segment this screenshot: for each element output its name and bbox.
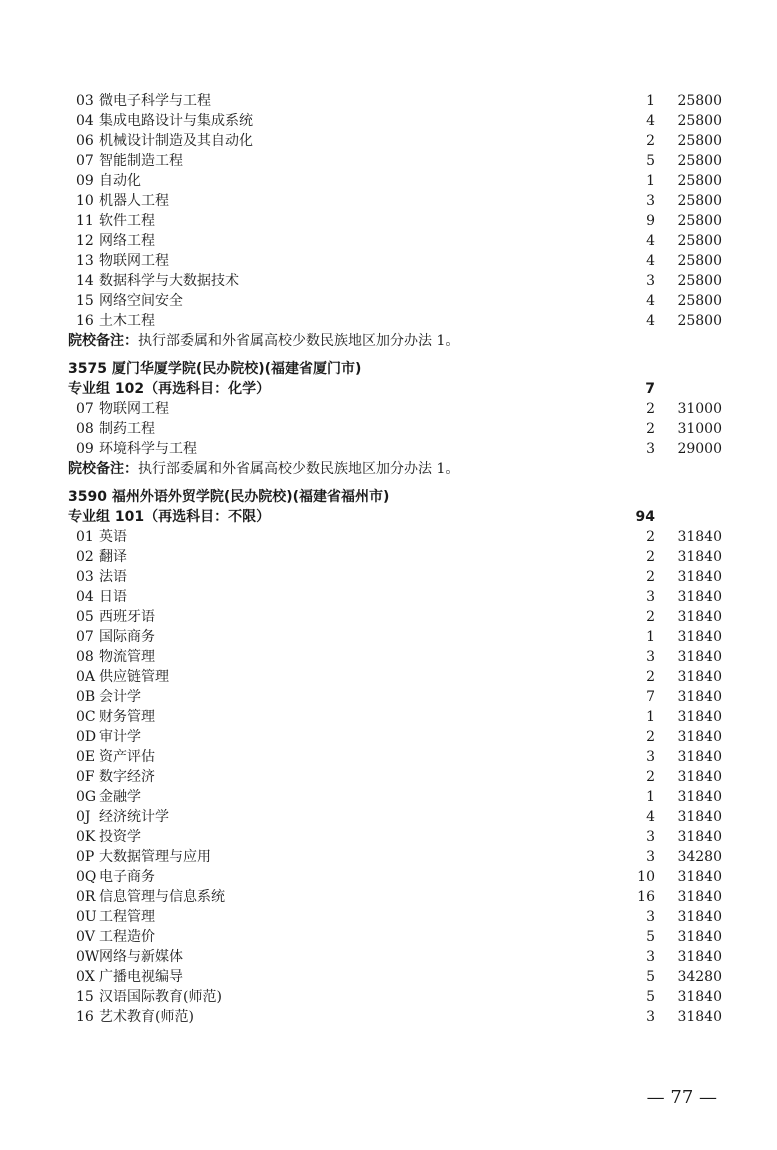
major-row — [0, 647, 777, 667]
plan-count: 4 — [646, 253, 655, 269]
note-text: 执行部委属和外省属高校少数民族地区加分办法 1。 — [138, 461, 460, 477]
tuition-fee: 34280 — [677, 849, 722, 865]
major-name: 网络空间安全 — [99, 293, 183, 309]
plan-count: 10 — [637, 869, 655, 885]
tuition-fee: 31840 — [677, 789, 722, 805]
tuition-fee: 31000 — [677, 401, 722, 417]
major-row — [0, 231, 777, 251]
major-row — [0, 91, 777, 111]
major-row — [0, 947, 777, 967]
major-code: 16 — [76, 313, 94, 329]
group-count: 7 — [645, 381, 655, 397]
school-note — [0, 331, 777, 351]
plan-count: 2 — [646, 669, 655, 685]
plan-count: 3 — [646, 949, 655, 965]
major-row — [0, 291, 777, 311]
major-row — [0, 311, 777, 331]
tuition-fee: 25800 — [677, 93, 722, 109]
major-code: 03 — [76, 93, 94, 109]
note-label: 院校备注： — [68, 461, 138, 477]
plan-count: 2 — [646, 549, 655, 565]
tuition-fee: 31840 — [677, 1009, 722, 1025]
major-row — [0, 151, 777, 171]
tuition-fee: 31840 — [677, 589, 722, 605]
major-code: 07 — [76, 153, 94, 169]
plan-count: 3 — [646, 193, 655, 209]
note-text: 执行部委属和外省属高校少数民族地区加分办法 1。 — [138, 333, 460, 349]
plan-count: 2 — [646, 133, 655, 149]
plan-count: 4 — [646, 233, 655, 249]
major-code: 03 — [76, 569, 94, 585]
major-row — [0, 987, 777, 1007]
major-row — [0, 191, 777, 211]
major-code: 04 — [76, 113, 94, 129]
major-code: 0J — [76, 809, 91, 825]
major-row — [0, 687, 777, 707]
tuition-fee: 31840 — [677, 949, 722, 965]
major-code: 0E — [76, 749, 96, 765]
major-code: 12 — [76, 233, 94, 249]
major-row — [0, 767, 777, 787]
major-code: 11 — [76, 213, 94, 229]
major-row — [0, 847, 777, 867]
major-row — [0, 887, 777, 907]
plan-count: 2 — [646, 569, 655, 585]
major-name: 供应链管理 — [99, 669, 169, 685]
plan-count: 9 — [646, 213, 655, 229]
tuition-fee: 31840 — [677, 609, 722, 625]
major-row — [0, 547, 777, 567]
major-code: 07 — [76, 629, 94, 645]
major-code: 0C — [76, 709, 96, 725]
tuition-fee: 31840 — [677, 829, 722, 845]
plan-count: 1 — [646, 173, 655, 189]
major-row — [0, 527, 777, 547]
major-row — [0, 667, 777, 687]
major-code: 09 — [76, 173, 94, 189]
plan-count: 2 — [646, 769, 655, 785]
tuition-fee: 25800 — [677, 273, 722, 289]
tuition-fee: 31840 — [677, 909, 722, 925]
major-code: 0D — [76, 729, 97, 745]
major-name: 翻译 — [99, 549, 127, 565]
major-row — [0, 807, 777, 827]
tuition-fee: 31840 — [677, 989, 722, 1005]
major-code: 13 — [76, 253, 94, 269]
plan-count: 5 — [646, 929, 655, 945]
major-row — [0, 747, 777, 767]
major-code: 07 — [76, 401, 94, 417]
major-code: 14 — [76, 273, 94, 289]
major-row — [0, 419, 777, 439]
tuition-fee: 31840 — [677, 529, 722, 545]
major-code: 0Q — [76, 869, 97, 885]
plan-count: 2 — [646, 421, 655, 437]
tuition-fee: 25800 — [677, 133, 722, 149]
plan-count: 5 — [646, 989, 655, 1005]
plan-count: 4 — [646, 293, 655, 309]
major-group-header — [0, 507, 777, 527]
major-row — [0, 251, 777, 271]
major-name: 审计学 — [99, 729, 141, 745]
tuition-fee: 31840 — [677, 549, 722, 565]
major-name: 自动化 — [99, 173, 141, 189]
group-label: 专业组 101（再选科目：不限） — [68, 509, 271, 525]
plan-count: 3 — [646, 649, 655, 665]
school-heading: 3590 福州外语外贸学院(民办院校)(福建省福州市) — [68, 489, 390, 505]
plan-count: 1 — [646, 709, 655, 725]
plan-count: 4 — [646, 313, 655, 329]
major-row — [0, 271, 777, 291]
tuition-fee: 25800 — [677, 193, 722, 209]
major-code: 0V — [76, 929, 96, 945]
plan-count: 2 — [646, 729, 655, 745]
major-row — [0, 439, 777, 459]
major-name: 艺术教育(师范) — [99, 1009, 194, 1025]
major-name: 机械设计制造及其自动化 — [99, 133, 253, 149]
major-code: 0X — [76, 969, 95, 985]
major-row — [0, 111, 777, 131]
tuition-fee: 25800 — [677, 313, 722, 329]
major-row — [0, 967, 777, 987]
document-page — [0, 91, 777, 1027]
major-name: 环境科学与工程 — [99, 441, 197, 457]
plan-count: 3 — [646, 829, 655, 845]
major-name: 土木工程 — [99, 313, 155, 329]
tuition-fee: 31840 — [677, 889, 722, 905]
major-code: 05 — [76, 609, 94, 625]
major-code: 08 — [76, 421, 94, 437]
major-name: 制药工程 — [99, 421, 155, 437]
plan-count: 4 — [646, 113, 655, 129]
major-code: 0U — [76, 909, 97, 925]
major-name: 广播电视编导 — [99, 969, 183, 985]
major-code: 01 — [76, 529, 94, 545]
plan-count: 1 — [646, 93, 655, 109]
tuition-fee: 31840 — [677, 729, 722, 745]
tuition-fee: 25800 — [677, 153, 722, 169]
major-code: 02 — [76, 549, 94, 565]
major-row — [0, 727, 777, 747]
major-code: 08 — [76, 649, 94, 665]
plan-count: 3 — [646, 849, 655, 865]
major-code: 10 — [76, 193, 94, 209]
tuition-fee: 25800 — [677, 173, 722, 189]
major-row — [0, 1007, 777, 1027]
major-name: 投资学 — [99, 829, 141, 845]
major-row — [0, 131, 777, 151]
major-name: 数据科学与大数据技术 — [99, 273, 239, 289]
plan-count: 2 — [646, 401, 655, 417]
major-name: 西班牙语 — [99, 609, 155, 625]
major-name: 日语 — [99, 589, 127, 605]
major-name: 网络工程 — [99, 233, 155, 249]
tuition-fee: 31840 — [677, 869, 722, 885]
major-code: 09 — [76, 441, 94, 457]
tuition-fee: 31840 — [677, 809, 722, 825]
major-row — [0, 211, 777, 231]
major-code: 16 — [76, 1009, 94, 1025]
plan-count: 1 — [646, 789, 655, 805]
major-row — [0, 627, 777, 647]
major-row — [0, 399, 777, 419]
major-row — [0, 567, 777, 587]
major-name: 电子商务 — [99, 869, 155, 885]
major-name: 金融学 — [99, 789, 141, 805]
tuition-fee: 25800 — [677, 253, 722, 269]
tuition-fee: 31840 — [677, 629, 722, 645]
group-label: 专业组 102（再选科目：化学） — [68, 381, 271, 397]
school-3590-block — [0, 487, 777, 1027]
plan-count: 3 — [646, 909, 655, 925]
plan-count: 2 — [646, 609, 655, 625]
tuition-fee: 25800 — [677, 233, 722, 249]
major-code: 0W — [76, 949, 100, 965]
major-code: 15 — [76, 293, 94, 309]
tuition-fee: 31840 — [677, 669, 722, 685]
major-row — [0, 607, 777, 627]
tuition-fee: 31000 — [677, 421, 722, 437]
major-row — [0, 587, 777, 607]
plan-count: 5 — [646, 153, 655, 169]
tuition-fee: 31840 — [677, 769, 722, 785]
major-row — [0, 867, 777, 887]
major-name: 微电子科学与工程 — [99, 93, 211, 109]
plan-count: 7 — [646, 689, 655, 705]
major-name: 资产评估 — [99, 749, 155, 765]
major-code: 15 — [76, 989, 94, 1005]
tuition-fee: 31840 — [677, 749, 722, 765]
major-name: 物联网工程 — [99, 253, 169, 269]
tuition-fee: 25800 — [677, 113, 722, 129]
plan-count: 5 — [646, 969, 655, 985]
major-name: 物联网工程 — [99, 401, 169, 417]
plan-count: 1 — [646, 629, 655, 645]
major-name: 物流管理 — [99, 649, 155, 665]
major-name: 机器人工程 — [99, 193, 169, 209]
major-name: 汉语国际教育(师范) — [99, 989, 222, 1005]
group-count: 94 — [635, 509, 655, 525]
tuition-fee: 31840 — [677, 689, 722, 705]
major-name: 工程管理 — [99, 909, 155, 925]
tuition-fee: 31840 — [677, 929, 722, 945]
major-code: 0K — [76, 829, 96, 845]
section-1-list — [0, 91, 777, 351]
tuition-fee: 31840 — [677, 569, 722, 585]
plan-count: 16 — [637, 889, 655, 905]
major-name: 网络与新媒体 — [99, 949, 183, 965]
tuition-fee: 31840 — [677, 709, 722, 725]
major-code: 04 — [76, 589, 94, 605]
plan-count: 2 — [646, 529, 655, 545]
tuition-fee: 29000 — [677, 441, 722, 457]
major-name: 财务管理 — [99, 709, 155, 725]
major-name: 法语 — [99, 569, 127, 585]
major-row — [0, 907, 777, 927]
school-heading: 3575 厦门华厦学院(民办院校)(福建省厦门市) — [68, 361, 362, 377]
page-number: — 77 — — [646, 1087, 717, 1108]
plan-count: 3 — [646, 273, 655, 289]
major-name: 大数据管理与应用 — [99, 849, 211, 865]
major-row — [0, 707, 777, 727]
major-row — [0, 787, 777, 807]
school-3575-block — [0, 359, 777, 479]
major-name: 软件工程 — [99, 213, 155, 229]
major-code: 0P — [76, 849, 95, 865]
tuition-fee: 25800 — [677, 293, 722, 309]
school-note — [0, 459, 777, 479]
major-name: 国际商务 — [99, 629, 155, 645]
plan-count: 4 — [646, 809, 655, 825]
major-name: 经济统计学 — [99, 809, 169, 825]
major-code: 0G — [76, 789, 97, 805]
major-name: 工程造价 — [99, 929, 155, 945]
tuition-fee: 25800 — [677, 213, 722, 229]
major-name: 集成电路设计与集成系统 — [99, 113, 253, 129]
major-name: 数字经济 — [99, 769, 155, 785]
major-code: 0B — [76, 689, 96, 705]
major-name: 智能制造工程 — [99, 153, 183, 169]
plan-count: 3 — [646, 441, 655, 457]
major-code: 0R — [76, 889, 96, 905]
plan-count: 3 — [646, 749, 655, 765]
major-group-header — [0, 379, 777, 399]
plan-count: 3 — [646, 589, 655, 605]
tuition-fee: 34280 — [677, 969, 722, 985]
major-row — [0, 827, 777, 847]
note-label: 院校备注： — [68, 333, 138, 349]
tuition-fee: 31840 — [677, 649, 722, 665]
plan-count: 3 — [646, 1009, 655, 1025]
major-name: 信息管理与信息系统 — [99, 889, 225, 905]
major-code: 0F — [76, 769, 95, 785]
major-row — [0, 171, 777, 191]
major-name: 英语 — [99, 529, 127, 545]
major-row — [0, 927, 777, 947]
major-name: 会计学 — [99, 689, 141, 705]
major-code: 0A — [76, 669, 96, 685]
major-code: 06 — [76, 133, 94, 149]
